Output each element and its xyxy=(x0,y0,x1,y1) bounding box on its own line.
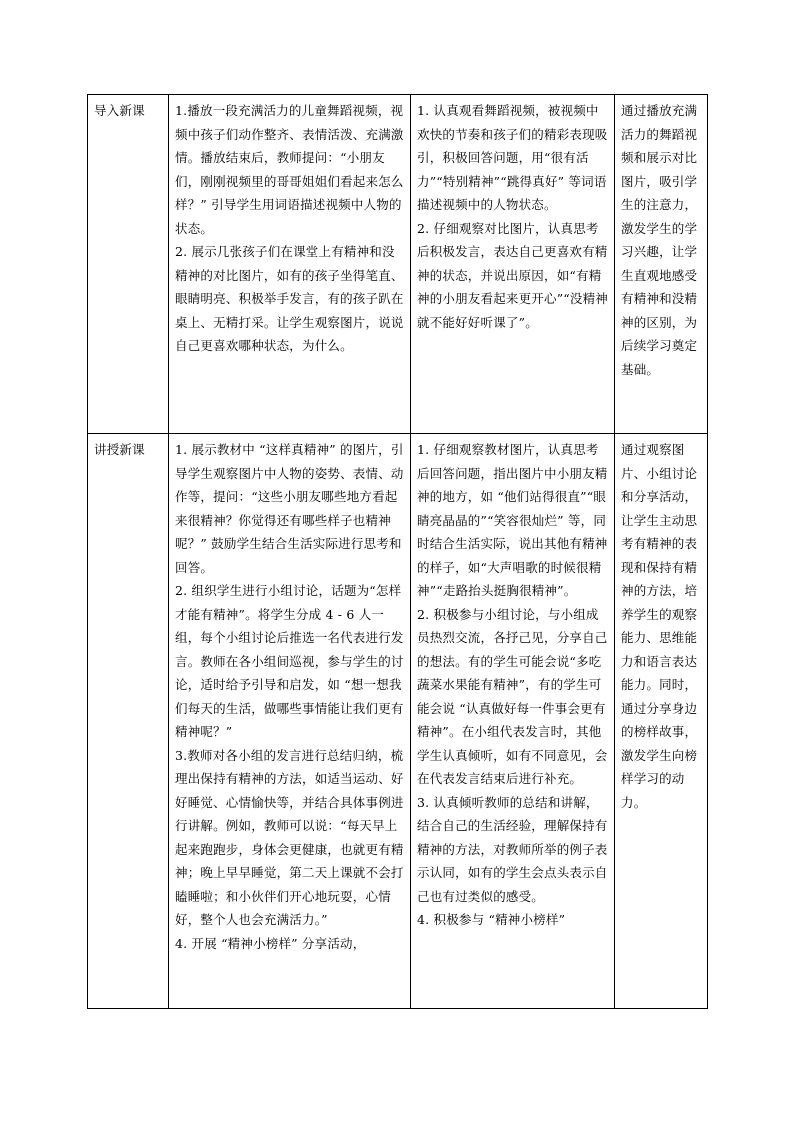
table-row-intro xyxy=(88,95,708,434)
design-intent-cell: 通过观察图片、小组讨论和分享活动，让学生主动思考有精神的表现和保持有精神的方法，培养学生的观察能力、思维能力和语言表达能力。同时，通过分享身边的榜样故事，激发学生向榜样学习的动力。 xyxy=(615,434,708,1009)
teacher-activity-cell: 1. 展示教材中 “这样真精神” 的图片，引导学生观察图片中人物的姿势、表情、动作等，提问：“这些小朋友哪些地方看起来很精神？你觉得还有哪些样子也精神呢？” 鼓励学生结合生活实际进行思考和回答。 2. 组织学生进行小组讨论，话题为“怎样才能有精神”。将学生分成 4 - 6 人一组，每个小组讨论后推选一名代表进行发言。教师在各小组间巡视，参与学生的讨论，适时给予引导和启发，如 “想一想我们每天的生活，做哪些事情能让我们更有精神呢？” 3.教师对各小组的发言进行总结归纳，梳理出保持有精神的方法，如适当运动、好好睡觉、心情愉快等，并结合具体事例进行讲解。例如，教师可以说：“每天早上起来跑跑步，身体会更健康，也就更有精神；晚上早早睡觉，第二天上课就不会打瞌睡啦；和小伙伴们开心地玩耍，心情好，整个人也会充满活力。” 4. 开展 “精神小榜样” 分享活动， xyxy=(169,434,411,1009)
student-activity-cell: 1. 仔细观察教材图片，认真思考后回答问题，指出图片中小朋友精神的地方，如 “他们站得很直”“眼睛亮晶晶的”“笑容很灿烂” 等，同时结合生活实际，说出其他有精神的样子，如“大声唱歌的时候很精神”“走路抬头挺胸很精神”。 2. 积极参与小组讨论，与小组成员热烈交流，各抒己见，分享自己的想法。有的学生可能会说“多吃蔬菜水果能有精神”，有的学生可能会说 “认真做好每一件事会更有精神”。在小组代表发言时，其他学生认真倾听，如有不同意见，会在代表发言结束后进行补充。 3. 认真倾听教师的总结和讲解，结合自己的生活经验，理解保持有精神的方法，对教师所举的例子表示认同，如有的学生会点头表示自己也有过类似的感受。 4. 积极参与 “精神小榜样” xyxy=(411,434,615,1009)
design-intent-cell: 通过播放充满活力的舞蹈视频和展示对比图片，吸引学生的注意力，激发学生的学习兴趣，让学生直观地感受有精神和没精神的区别，为后续学习奠定基础。 xyxy=(615,95,708,434)
stage-cell: 导入新课 xyxy=(88,95,169,434)
stage-cell: 讲授新课 xyxy=(88,434,169,1009)
table-row-new-lesson xyxy=(88,434,708,1009)
lesson-plan-table xyxy=(87,94,708,1009)
teacher-activity-cell: 1.播放一段充满活力的儿童舞蹈视频，视频中孩子们动作整齐、表情活泼、充满激情。播放结束后，教师提问：“小朋友们，刚刚视频里的哥哥姐姐们看起来怎么样？” 引导学生用词语描述视频中人物的状态。 2. 展示几张孩子们在课堂上有精神和没精神的对比图片，如有的孩子坐得笔直、眼睛明亮、积极举手发言，有的孩子趴在桌上、无精打采。让学生观察图片，说说自己更喜欢哪种状态，为什么。 xyxy=(169,95,411,434)
student-activity-cell: 1. 认真观看舞蹈视频，被视频中欢快的节奏和孩子们的精彩表现吸引，积极回答问题，用“很有活力”“特别精神”“跳得真好” 等词语描述视频中的人物状态。 2. 仔细观察对比图片，认真思考后积极发言，表达自己更喜欢有精神的状态，并说出原因，如“有精神的小朋友看起来更开心”“没精神就不能好好听课了”。 xyxy=(411,95,615,434)
